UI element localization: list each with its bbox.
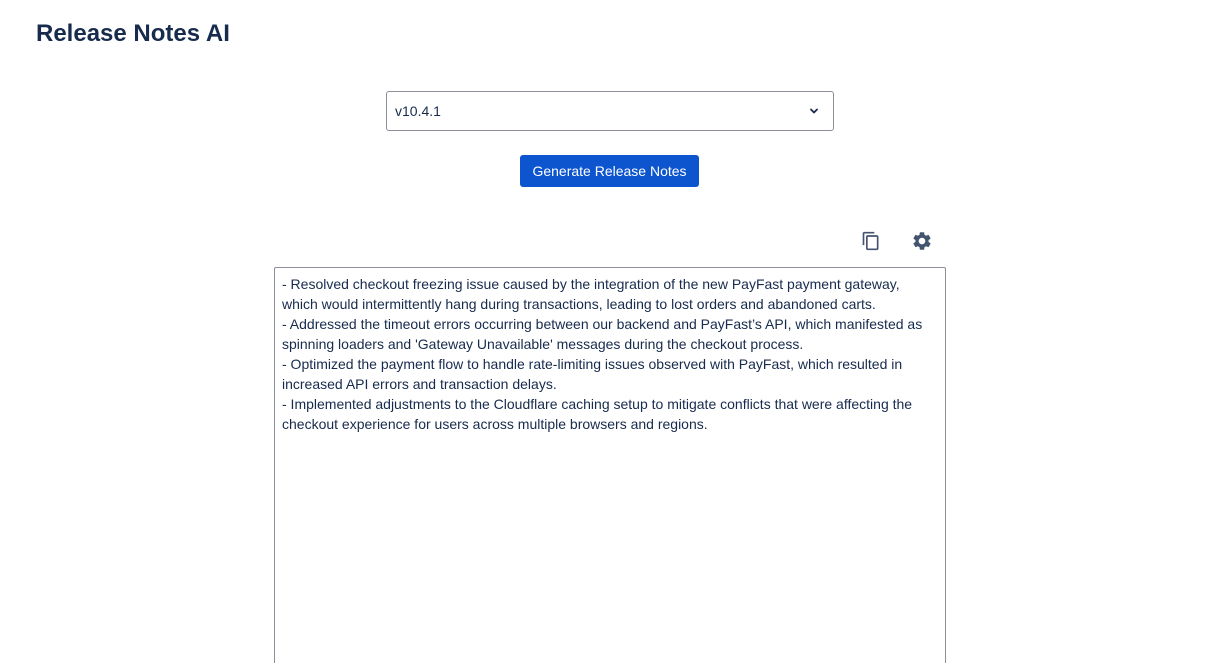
- copy-button[interactable]: [855, 227, 887, 259]
- chevron-down-icon: [801, 98, 827, 124]
- version-select-value: v10.4.1: [395, 103, 441, 119]
- release-notes-textarea[interactable]: [274, 267, 946, 663]
- release-note-line: - Addressed the timeout errors occurring between our backend and PayFast’s API, which manifested as spinning loaders and 'Gateway Unavailable' messages during the checkout process.: [282, 316, 923, 352]
- generate-release-notes-button[interactable]: Generate Release Notes: [520, 155, 699, 187]
- release-note-line: - Resolved checkout freezing issue caused by the integration of the new PayFast payment gateway, which would intermittently hang during transactions, leading to lost orders and abandoned carts.: [282, 276, 900, 312]
- release-note-line: - Implemented adjustments to the Cloudflare caching setup to mitigate conflicts that were affecting the checkout experience for users across multiple browsers and regions.: [282, 396, 913, 432]
- version-select[interactable]: [386, 91, 834, 131]
- gear-icon: [911, 230, 933, 257]
- page-title: Release Notes AI: [36, 20, 230, 47]
- settings-button[interactable]: [906, 227, 938, 259]
- copy-icon: [861, 231, 881, 256]
- release-note-line: - Optimized the payment flow to handle rate-limiting issues observed with PayFast, which resulted in increased API errors and transaction delays.: [282, 356, 903, 392]
